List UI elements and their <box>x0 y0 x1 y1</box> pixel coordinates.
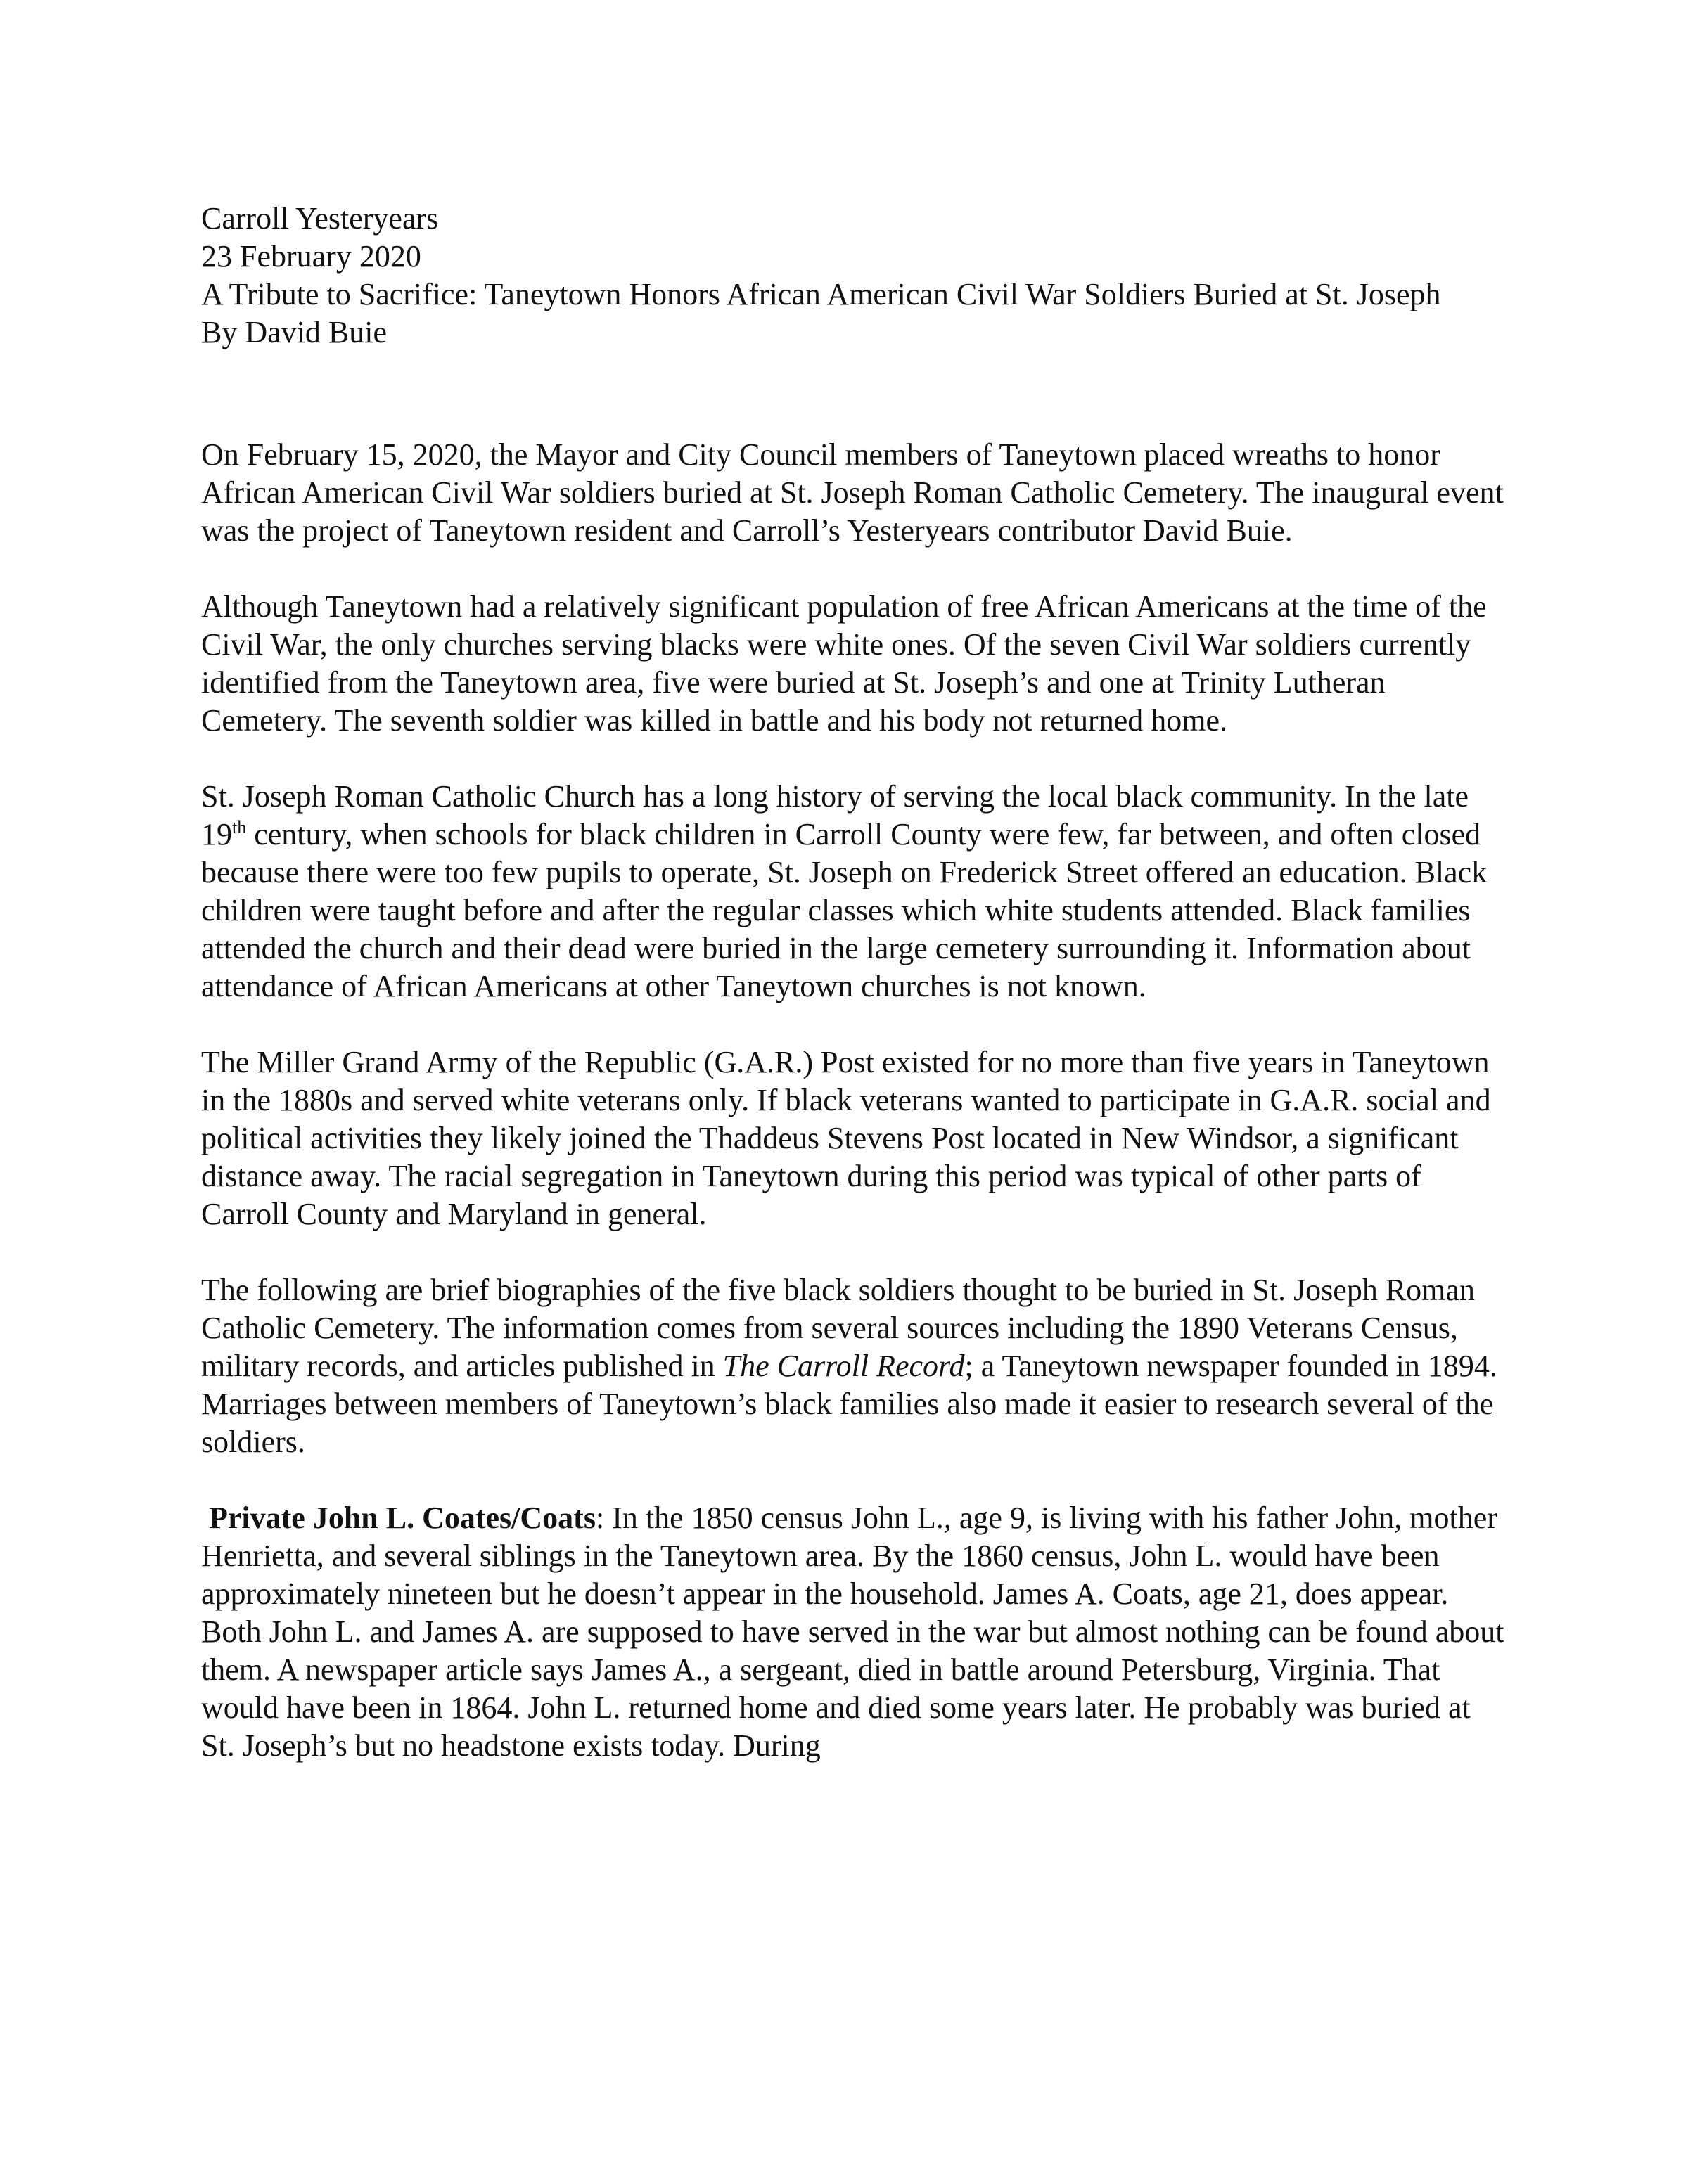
paragraph-5-text-end: ; a Taneytown newspaper founded in 1894. Marriages between members of Taneytown’s black families also made it easier to research several of the soldiers. <box>201 1349 1497 1459</box>
paragraph-1: On February 15, 2020, the Mayor and City Council members of Taneytown placed wreaths to honor African American Civil War soldiers buried at St. Joseph Roman Catholic Cemetery. The inaugural event was the project of Taneytown resident and Carroll’s Yesteryears contributor David Buie. <box>201 437 1504 548</box>
paragraph-3-text-end: century, when schools for black children in Carroll County were few, far between, and often closed because there were too few pupils to operate, St. Joseph on Frederick Street offered an education. Black children were taught before and after the regular classes which white students attended. Black families attended the church and their dead were buried in the large cemetery surrounding it. Information about attendance of African Americans at other Taneytown churches is not known. <box>201 817 1488 1003</box>
article-byline: By David Buie <box>201 315 387 349</box>
paragraph-5 <box>201 1271 1509 1461</box>
ordinal-superscript: th <box>232 817 247 837</box>
paragraph-4: The Miller Grand Army of the Republic (G.A.R.) Post existed for no more than five years in Taneytown in the 1880s and served white veterans only. If black veterans wanted to participate in G.A.R. social and political activities they likely joined the Thaddeus Stevens Post located in New Windsor, a significant distance away. The racial segregation in Taneytown during this period was typical of other parts of Carroll County and Maryland in general. <box>201 1045 1491 1231</box>
paragraph-2: Although Taneytown had a relatively significant population of free African Americans at the time of the Civil War, the only churches serving blacks were white ones. Of the seven Civil War soldiers currently identified from the Taneytown area, five were buried at St. Joseph’s and one at Trinity Lutheran Cemetery. The seventh soldier was killed in battle and his body not returned home. <box>201 589 1487 738</box>
soldier-biography: : In the 1850 census John L., age 9, is living with his father John, mother Henrietta, and several siblings in the Taneytown area. By the 1860 census, John L. would have been approximately nineteen but he doesn’t appear in the household. James A. Coats, age 21, does appear. Both John L. and James A. are supposed to have served in the war but almost nothing can be found about them. A newspaper article says James A., a sergeant, died in battle around Petersburg, Virginia. That would have been in 1864. John L. returned home and died some years later. He probably was buried at St. Joseph’s but no headstone exists today. During <box>201 1501 1504 1763</box>
soldier-name: Private John L. Coates/Coats <box>209 1501 596 1535</box>
article-body <box>201 200 1509 1803</box>
paragraph-5-text-start: The following are brief biographies of the five black soldiers thought to be buried in St. Joseph Roman Catholic Cemetery. The information comes from several sources including the 1890 Veterans Census, military records, and articles published in <box>201 1273 1475 1383</box>
paragraph-3-text-start: St. Joseph Roman Catholic Church has a long history of serving the local black community. In the late 19 <box>201 779 1469 852</box>
paragraph-6 <box>201 1499 1509 1765</box>
column-name: Carroll Yesteryears <box>201 201 439 236</box>
newspaper-title: The Carroll Record <box>722 1349 965 1383</box>
paragraph-3 <box>201 778 1509 1006</box>
article-title: A Tribute to Sacrifice: Taneytown Honors African American Civil War Soldiers Buried at St. Joseph <box>201 277 1441 311</box>
article-date: 23 February 2020 <box>201 239 421 274</box>
article-header <box>201 200 1509 352</box>
